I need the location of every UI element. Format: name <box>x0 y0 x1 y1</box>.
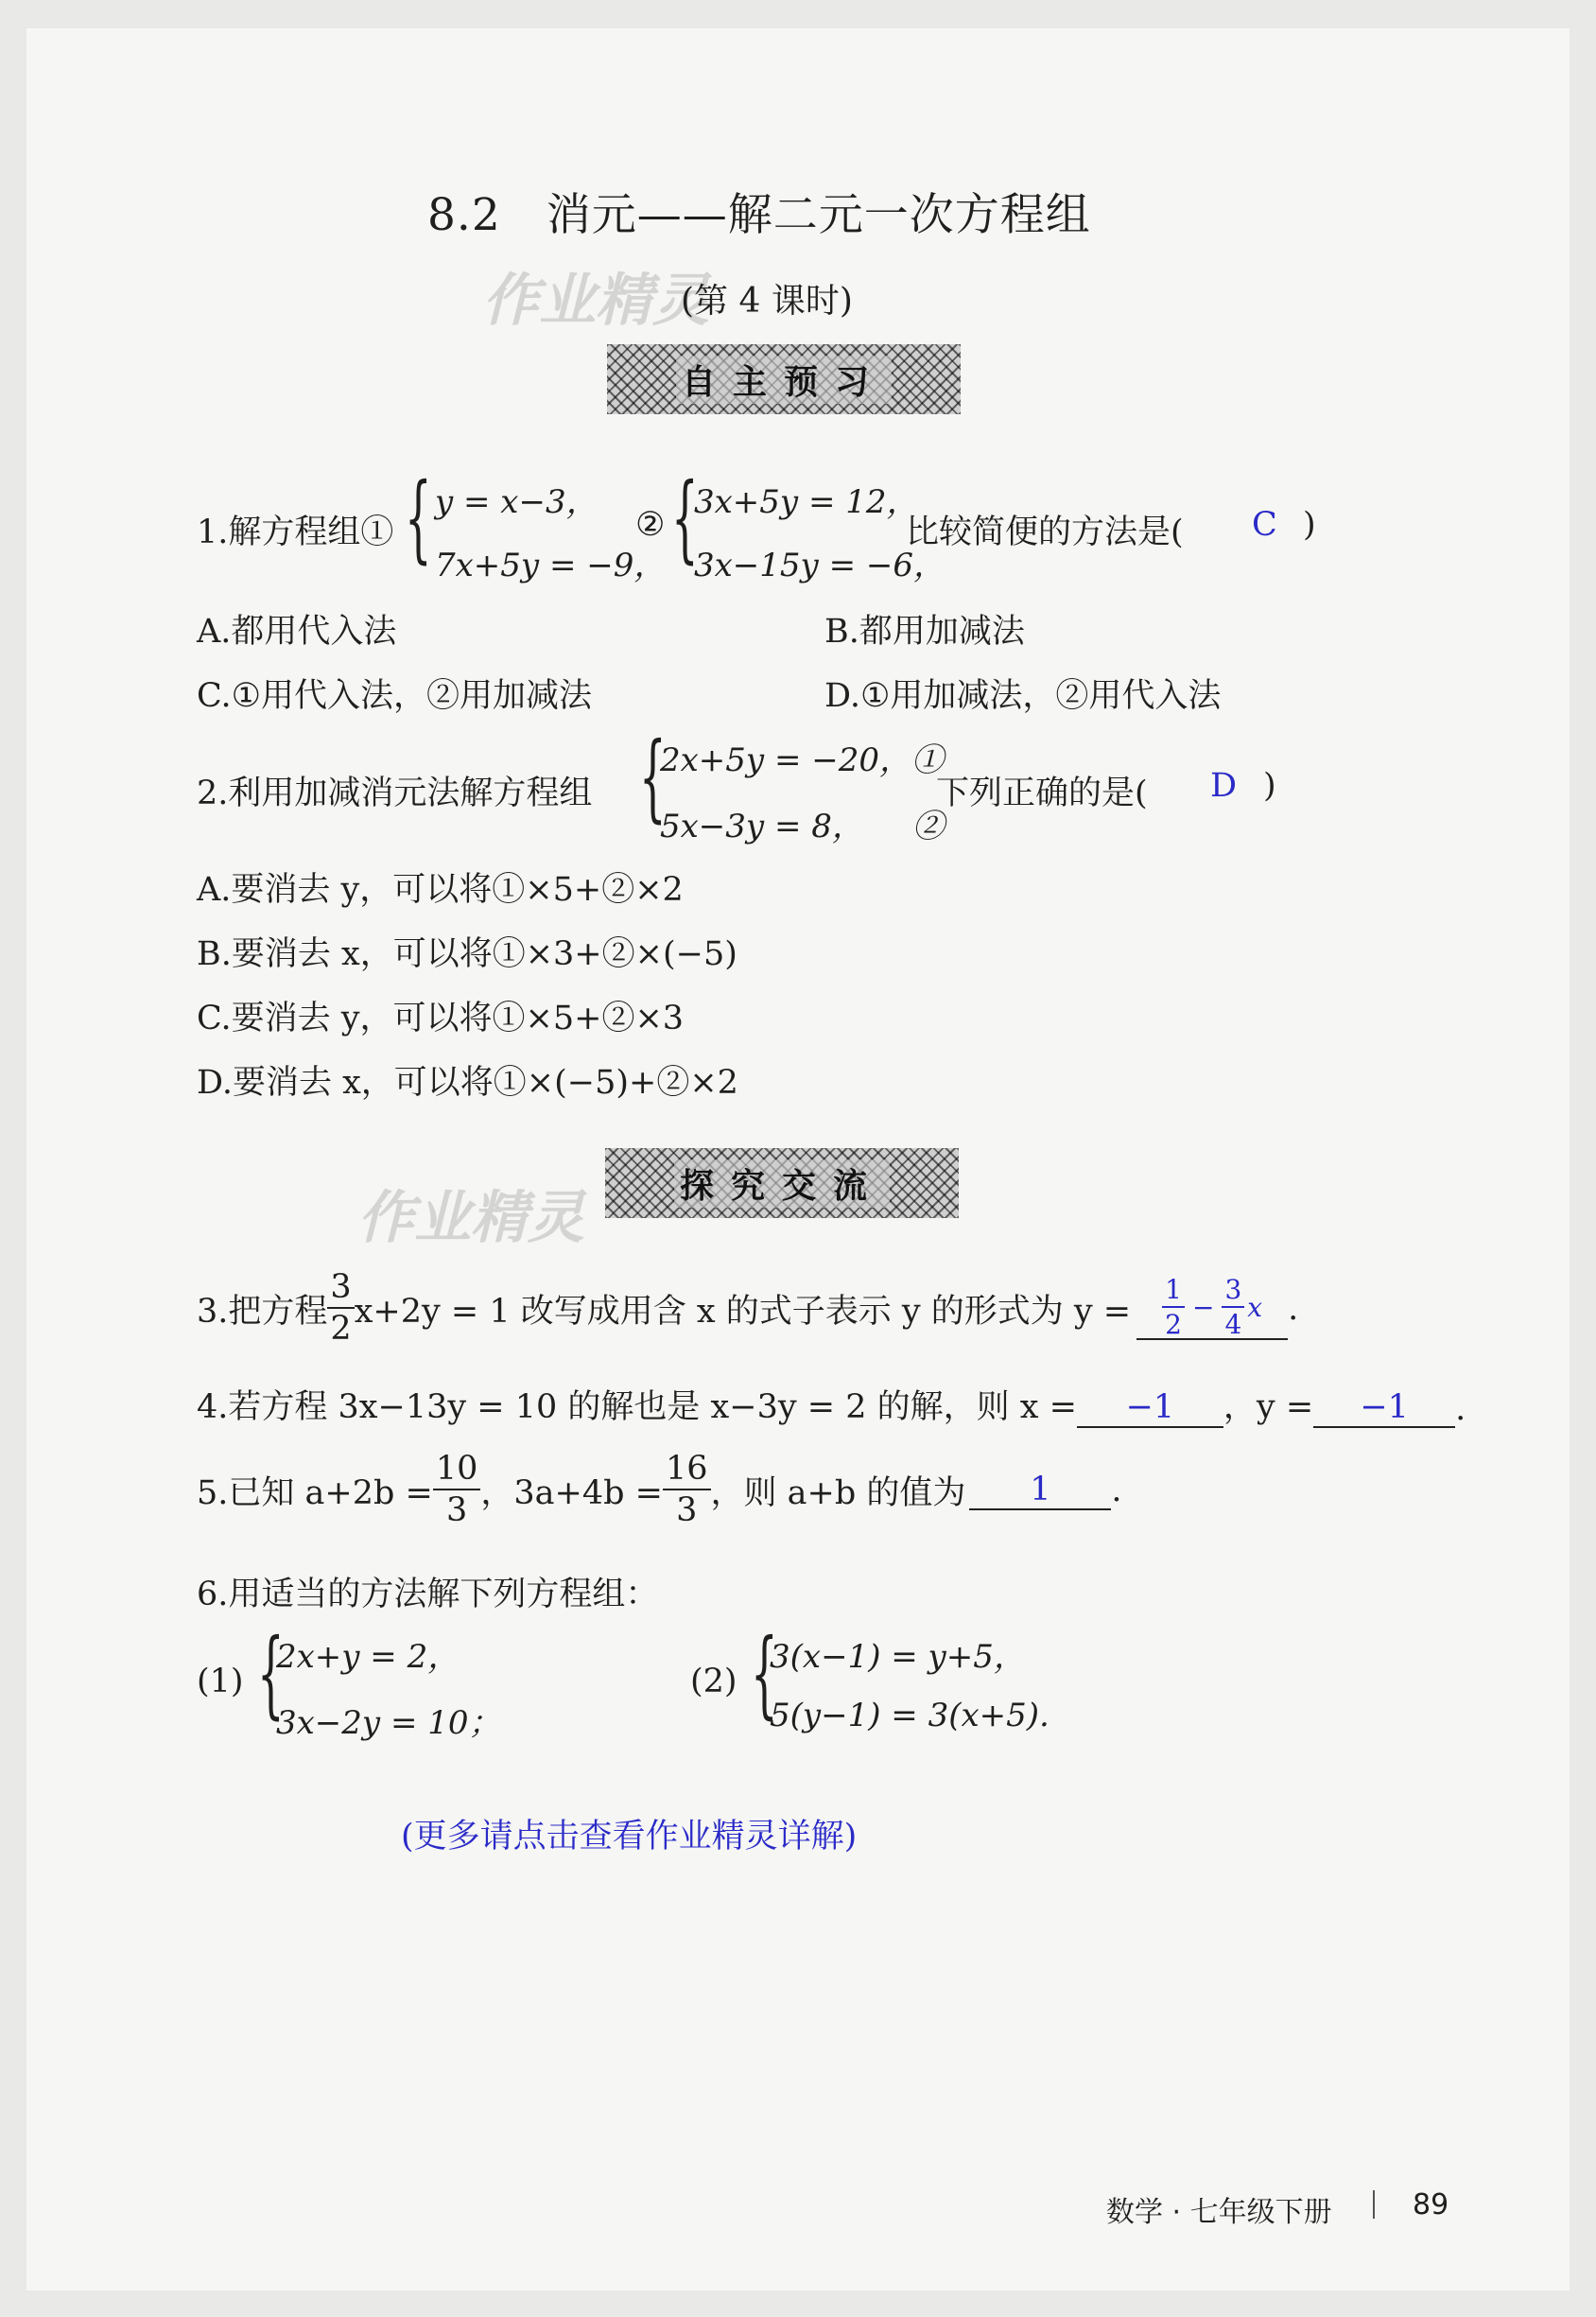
page-title: 8.2 消元——解二元一次方程组 <box>427 189 1091 241</box>
q5-fraction-2-num: 16 <box>663 1453 711 1490</box>
q1-option-a: A.都用代入法 <box>197 613 397 651</box>
footer-book: 数学 · 七年级下册 <box>1106 2196 1332 2229</box>
q4-x-answer: −1 <box>1077 1388 1223 1428</box>
q2-brace: { <box>639 722 667 832</box>
q1-brace-2: { <box>671 462 699 573</box>
q5-end: . <box>1111 1471 1122 1509</box>
q5-fraction-2 <box>663 1450 711 1529</box>
q3-answer-blank <box>1136 1274 1288 1340</box>
q3-end: . <box>1288 1289 1299 1328</box>
watermark: 作业精灵 <box>482 268 709 334</box>
section-banner-explore <box>605 1148 959 1218</box>
watermark-2: 作业精灵 <box>357 1185 584 1251</box>
q2-line2: 5x−3y = 8， ② <box>660 808 945 845</box>
q2-option-d: D.要消去 x，可以将①×(−5)+②×2 <box>197 1064 738 1102</box>
q1-suffix: 比较简便的方法是( <box>906 514 1184 551</box>
q3-answer-frac-a <box>1162 1274 1185 1340</box>
q1-option-b: B.都用加减法 <box>824 613 1025 651</box>
q4-y-answer: −1 <box>1313 1388 1455 1428</box>
q3-mid: x+2y = 1 改写成用含 x 的式子表示 y 的形式为 y = <box>354 1292 1132 1331</box>
q2-option-b: B.要消去 x，可以将①×3+②×(−5) <box>197 935 737 973</box>
q3-answer-x: x <box>1247 1292 1263 1323</box>
q3-answer-a-den: 2 <box>1165 1309 1182 1340</box>
section-banner-preview <box>607 344 961 414</box>
q1-mid: ② <box>635 506 666 544</box>
q6-part2-label: (2) <box>690 1663 737 1700</box>
q3-fraction <box>327 1268 354 1348</box>
section-title-preview: 自主预习 <box>676 356 892 404</box>
q6-part1-line1: 2x+y = 2， <box>276 1638 460 1676</box>
q3-answer-a-num: 1 <box>1162 1277 1185 1308</box>
q4-text: 4.若方程 3x−13y = 10 的解也是 x−3y = 2 的解，则 x = <box>197 1388 1077 1426</box>
q6-part2-line1: 3(x−1) = y+5， <box>770 1638 1026 1676</box>
q6-part1-label: (1) <box>197 1663 244 1700</box>
q5-prefix: 5.已知 a+2b = <box>197 1473 433 1512</box>
page-number: 89 <box>1413 2188 1449 2221</box>
q5-fraction-2-den: 3 <box>676 1491 698 1529</box>
q5-suffix: ，则 a+b 的值为 <box>710 1473 966 1512</box>
q3-fraction-num: 3 <box>327 1271 354 1309</box>
q2-line1: 2x+5y = −20，① <box>660 741 944 779</box>
q3-answer-b-num: 3 <box>1222 1277 1244 1308</box>
q4-row <box>197 1381 1466 1428</box>
q2-option-c: C.要消去 y，可以将①×5+②×3 <box>197 1000 685 1037</box>
q3-row <box>197 1268 1299 1348</box>
q4-y-label: ，y = <box>1223 1388 1314 1426</box>
q6-part1-brace: { <box>257 1618 285 1729</box>
footer-divider <box>1373 2190 1375 2219</box>
q2-option-a: A.要消去 y，可以将①×5+②×2 <box>197 871 684 909</box>
q2-answer: D <box>1210 767 1238 805</box>
more-solutions-link[interactable]: (更多请点击查看作业精灵详解) <box>401 1818 858 1855</box>
q4-end: . <box>1455 1390 1466 1428</box>
q5-row <box>197 1450 1122 1529</box>
q3-answer-b-den: 4 <box>1224 1309 1242 1340</box>
q1-system2-line1: 3x+5y = 12， <box>694 483 919 521</box>
q2-suffix: 下列正确的是( <box>936 775 1148 812</box>
q6-part1-line2: 3x−2y = 10； <box>276 1704 501 1742</box>
q3-fraction-den: 2 <box>330 1310 352 1348</box>
q1-brace-1: { <box>405 462 432 573</box>
q5-fraction-1 <box>433 1450 481 1529</box>
q1-close: ) <box>1303 506 1316 544</box>
q1-system2-line2: 3x−15y = −6， <box>694 547 945 584</box>
q5-mid: ，3a+4b = <box>480 1473 663 1512</box>
q5-fraction-1-num: 10 <box>433 1453 481 1490</box>
q1-option-c: C.①用代入法，②用加减法 <box>197 677 593 715</box>
q3-answer-frac-b <box>1222 1274 1244 1340</box>
q3-prefix: 3.把方程 <box>197 1292 328 1331</box>
q6-text: 6.用适当的方法解下列方程组： <box>197 1576 659 1613</box>
q1-system1-line2: 7x+5y = −9， <box>435 547 667 584</box>
q2-close: ) <box>1263 767 1276 805</box>
q1-prefix: 1.解方程组① <box>197 514 394 551</box>
q2-prefix: 2.利用加减消元法解方程组 <box>197 775 593 812</box>
section-title-explore: 探究交流 <box>674 1159 890 1208</box>
q5-fraction-1-den: 3 <box>445 1491 468 1529</box>
q6-part2-line2: 5(y−1) = 3(x+5). <box>770 1697 1050 1734</box>
q1-answer: C <box>1252 506 1277 544</box>
q6-part2-brace: { <box>751 1618 778 1729</box>
q3-answer-minus: − <box>1192 1292 1215 1323</box>
q1-option-d: D.①用加减法，②用代入法 <box>824 677 1222 715</box>
q1-system1-line1: y = x−3， <box>435 483 598 521</box>
lesson-subtitle: (第 4 课时) <box>681 282 853 321</box>
q5-answer: 1 <box>969 1471 1111 1510</box>
